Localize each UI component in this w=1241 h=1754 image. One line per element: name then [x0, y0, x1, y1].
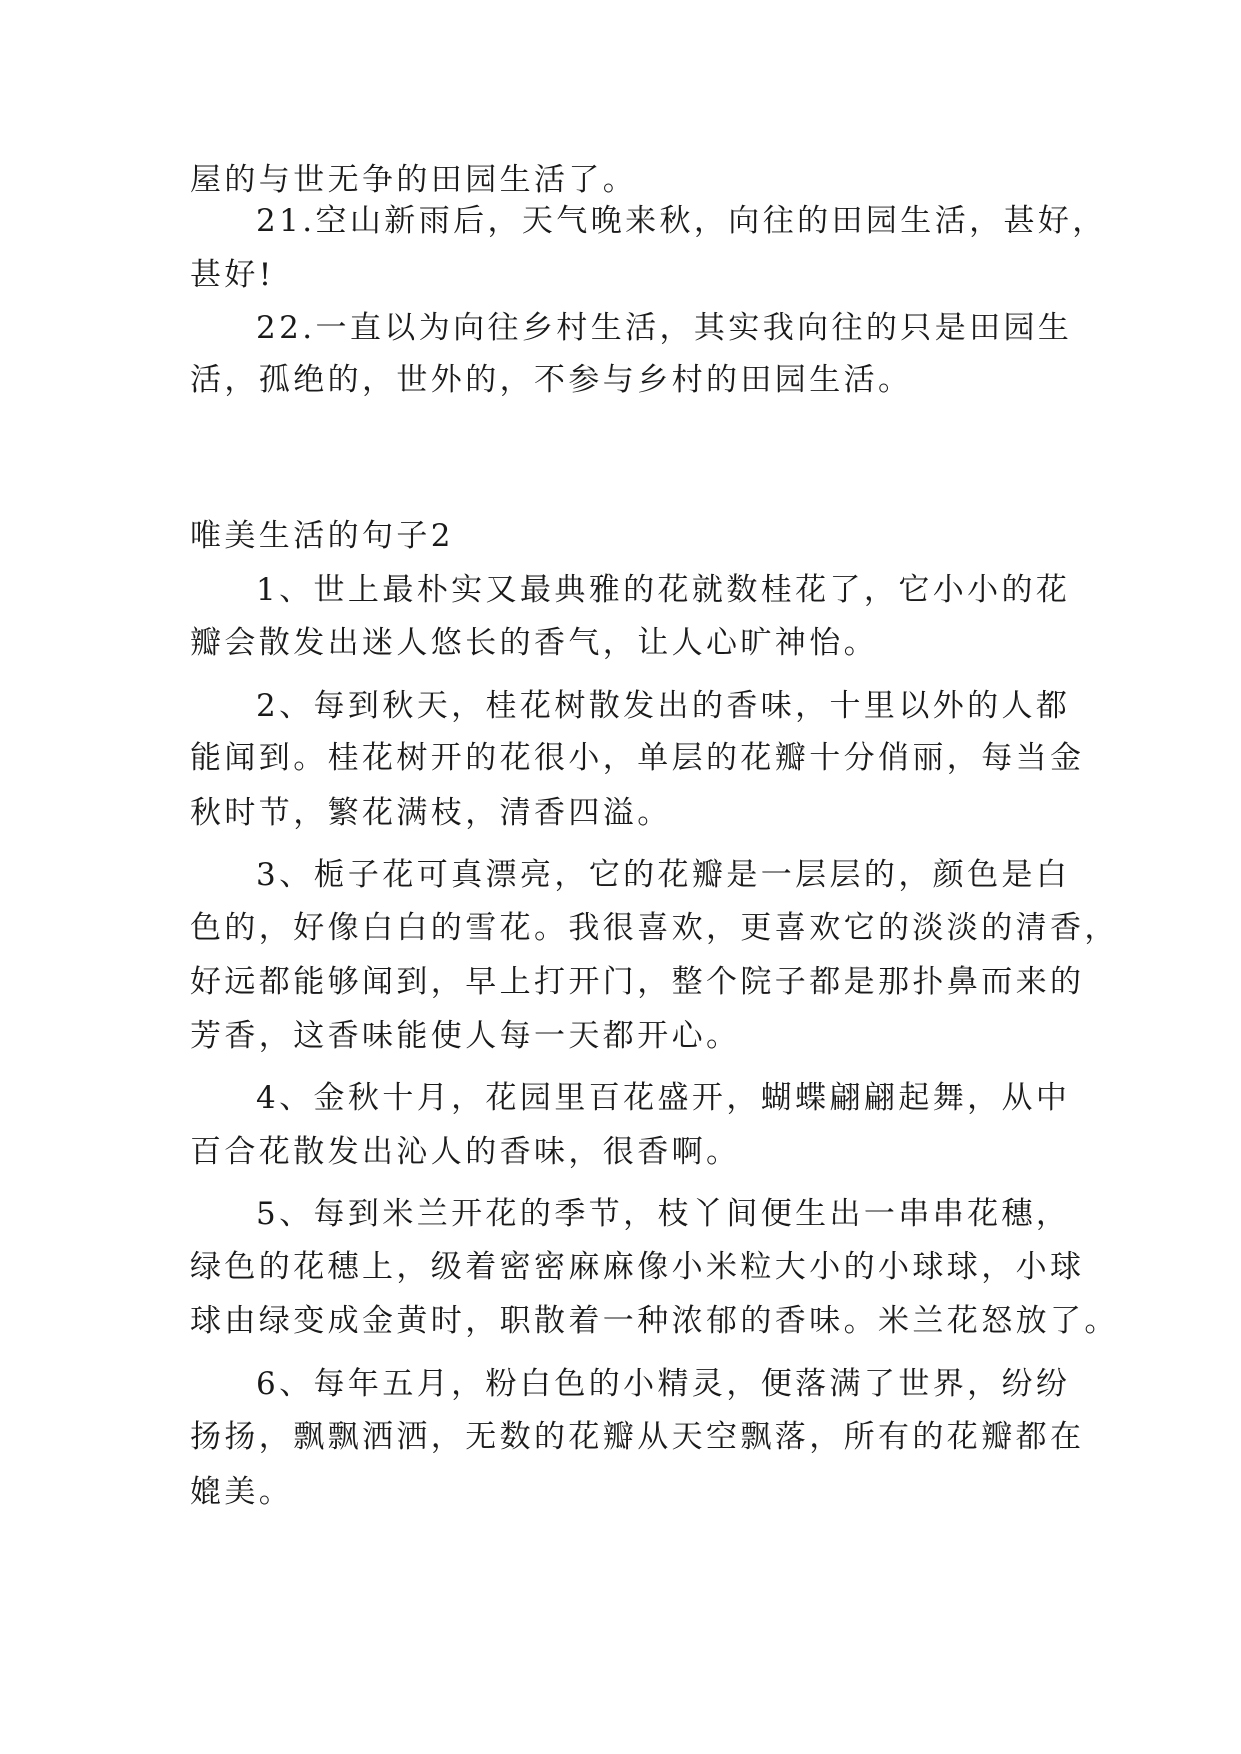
text-line: 媲美。: [190, 1474, 294, 1510]
text-line: 球由绿变成金黄时，职散着一种浓郁的香味。米兰花怒放了。: [190, 1303, 1119, 1339]
text-line: 5、每到米兰开花的季节，枝丫间便生出一串串花穗，: [256, 1196, 1071, 1232]
text-line: 瓣会散发出迷人悠长的香气，让人心旷神怡。: [190, 625, 878, 661]
text-line: 百合花散发出沁人的香味，很香啊。: [190, 1134, 741, 1170]
text-line: 3、栀子花可真漂亮，它的花瓣是一层层的，颜色是白: [256, 857, 1071, 893]
text-line: 色的，好像白白的雪花。我很喜欢，更喜欢它的淡淡的清香，: [190, 910, 1119, 946]
text-line: 活，孤绝的，世外的，不参与乡村的田园生活。: [190, 362, 913, 398]
text-line: 21.空山新雨后，天气晚来秋，向往的田园生活，甚好，: [256, 203, 1107, 239]
text-line: 能闻到。桂花树开的花很小，单层的花瓣十分俏丽，每当金: [190, 740, 1085, 776]
text-line: 好远都能够闻到，早上打开门，整个院子都是那扑鼻而来的: [190, 964, 1085, 1000]
text-line: 芳香，这香味能使人每一天都开心。: [190, 1018, 741, 1054]
text-line: 2、每到秋天，桂花树散发出的香味，十里以外的人都: [256, 688, 1071, 724]
text-line: 扬扬，飘飘洒洒，无数的花瓣从天空飘落，所有的花瓣都在: [190, 1419, 1085, 1455]
text-line: 4、金秋十月，花园里百花盛开，蝴蝶翩翩起舞，从中: [256, 1080, 1071, 1116]
text-line: 6、每年五月，粉白色的小精灵，便落满了世界，纷纷: [256, 1366, 1071, 1402]
text-line: 22.一直以为向往乡村生活，其实我向往的只是田园生: [256, 310, 1073, 346]
text-line: 绿色的花穗上，级着密密麻麻像小米粒大小的小球球，小球: [190, 1249, 1085, 1285]
text-line: 屋的与世无争的田园生活了。: [190, 162, 638, 198]
text-line: 秋时节，繁花满枝，清香四溢。: [190, 795, 672, 831]
text-line: 甚好!: [190, 257, 275, 293]
text-line: 1、世上最朴实又最典雅的花就数桂花了，它小小的花: [256, 572, 1071, 608]
section-heading: 唯美生活的句子2: [190, 518, 454, 554]
